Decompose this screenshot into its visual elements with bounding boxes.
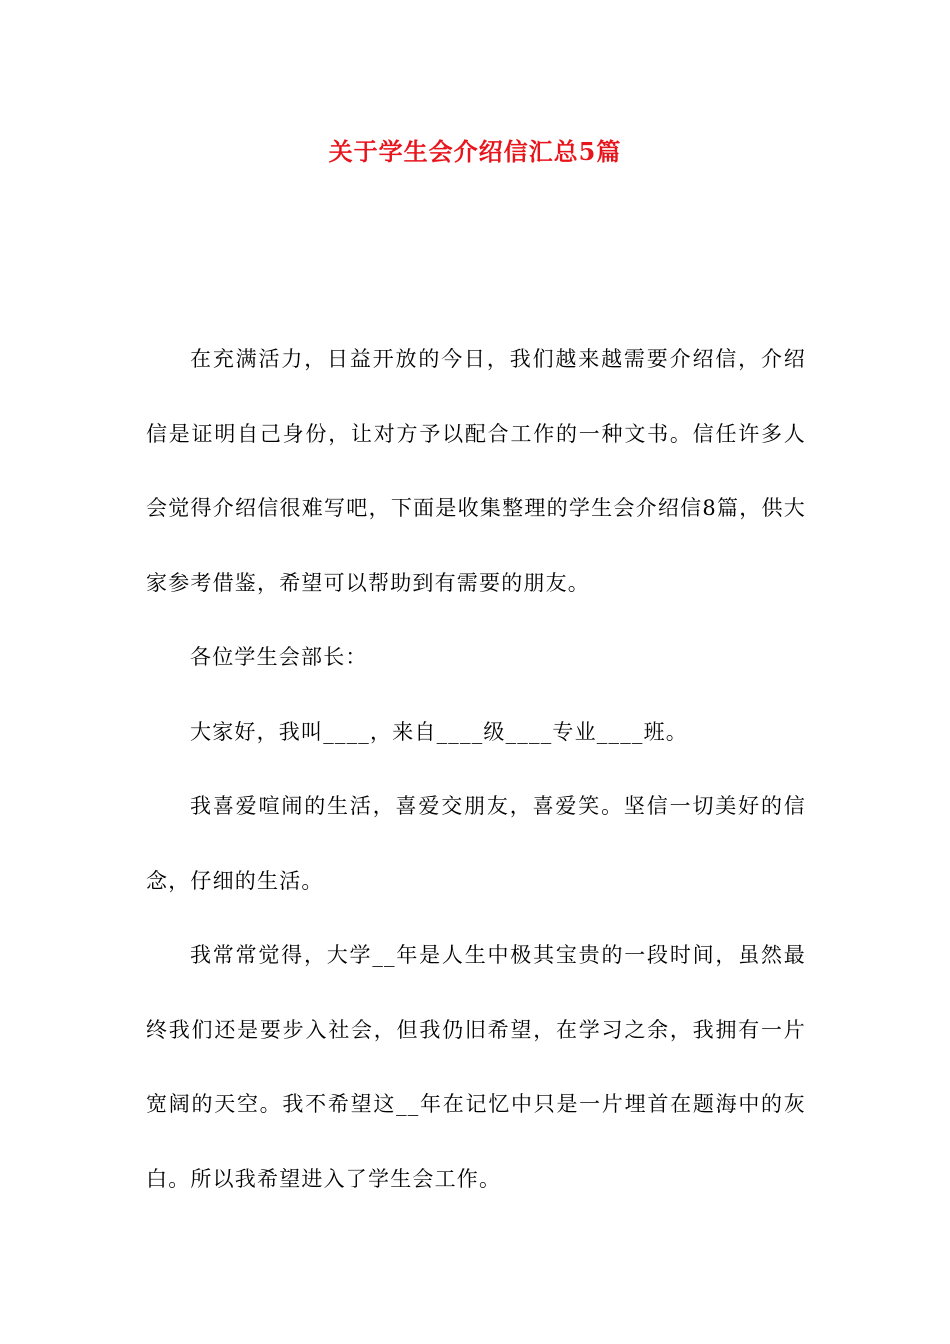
intro-paragraph: 在充满活力，日益开放的今日，我们越来越需要介绍信，介绍信是证明自己身份，让对方予以配合工作的一种文书。信任许多人会觉得介绍信很难写吧，下面是收集整理的学生会介绍信8篇，供大家参考借鉴，希望可以帮助到有需要的朋友。 <box>146 347 806 595</box>
document-body <box>146 322 806 1216</box>
salutation-paragraph: 各位学生会部长： <box>190 645 368 669</box>
greeting-paragraph: 大家好，我叫____，来自____级____专业____班。 <box>190 719 688 744</box>
document-title: 关于学生会介绍信汇总5篇 <box>328 137 622 166</box>
personality-paragraph: 我喜爱喧闹的生活，喜爱交朋友，喜爱笑。坚信一切美好的信念，仔细的生活。 <box>146 794 806 893</box>
motivation-paragraph: 我常常觉得，大学__年是人生中极其宝贵的一段时间，虽然最终我们还是要步入社会，但我仍旧希望，在学习之余，我拥有一片宽阔的天空。我不希望这__年在记忆中只是一片埋首在题海中的灰白。所以我希望进入了学生会工作。 <box>146 943 806 1191</box>
